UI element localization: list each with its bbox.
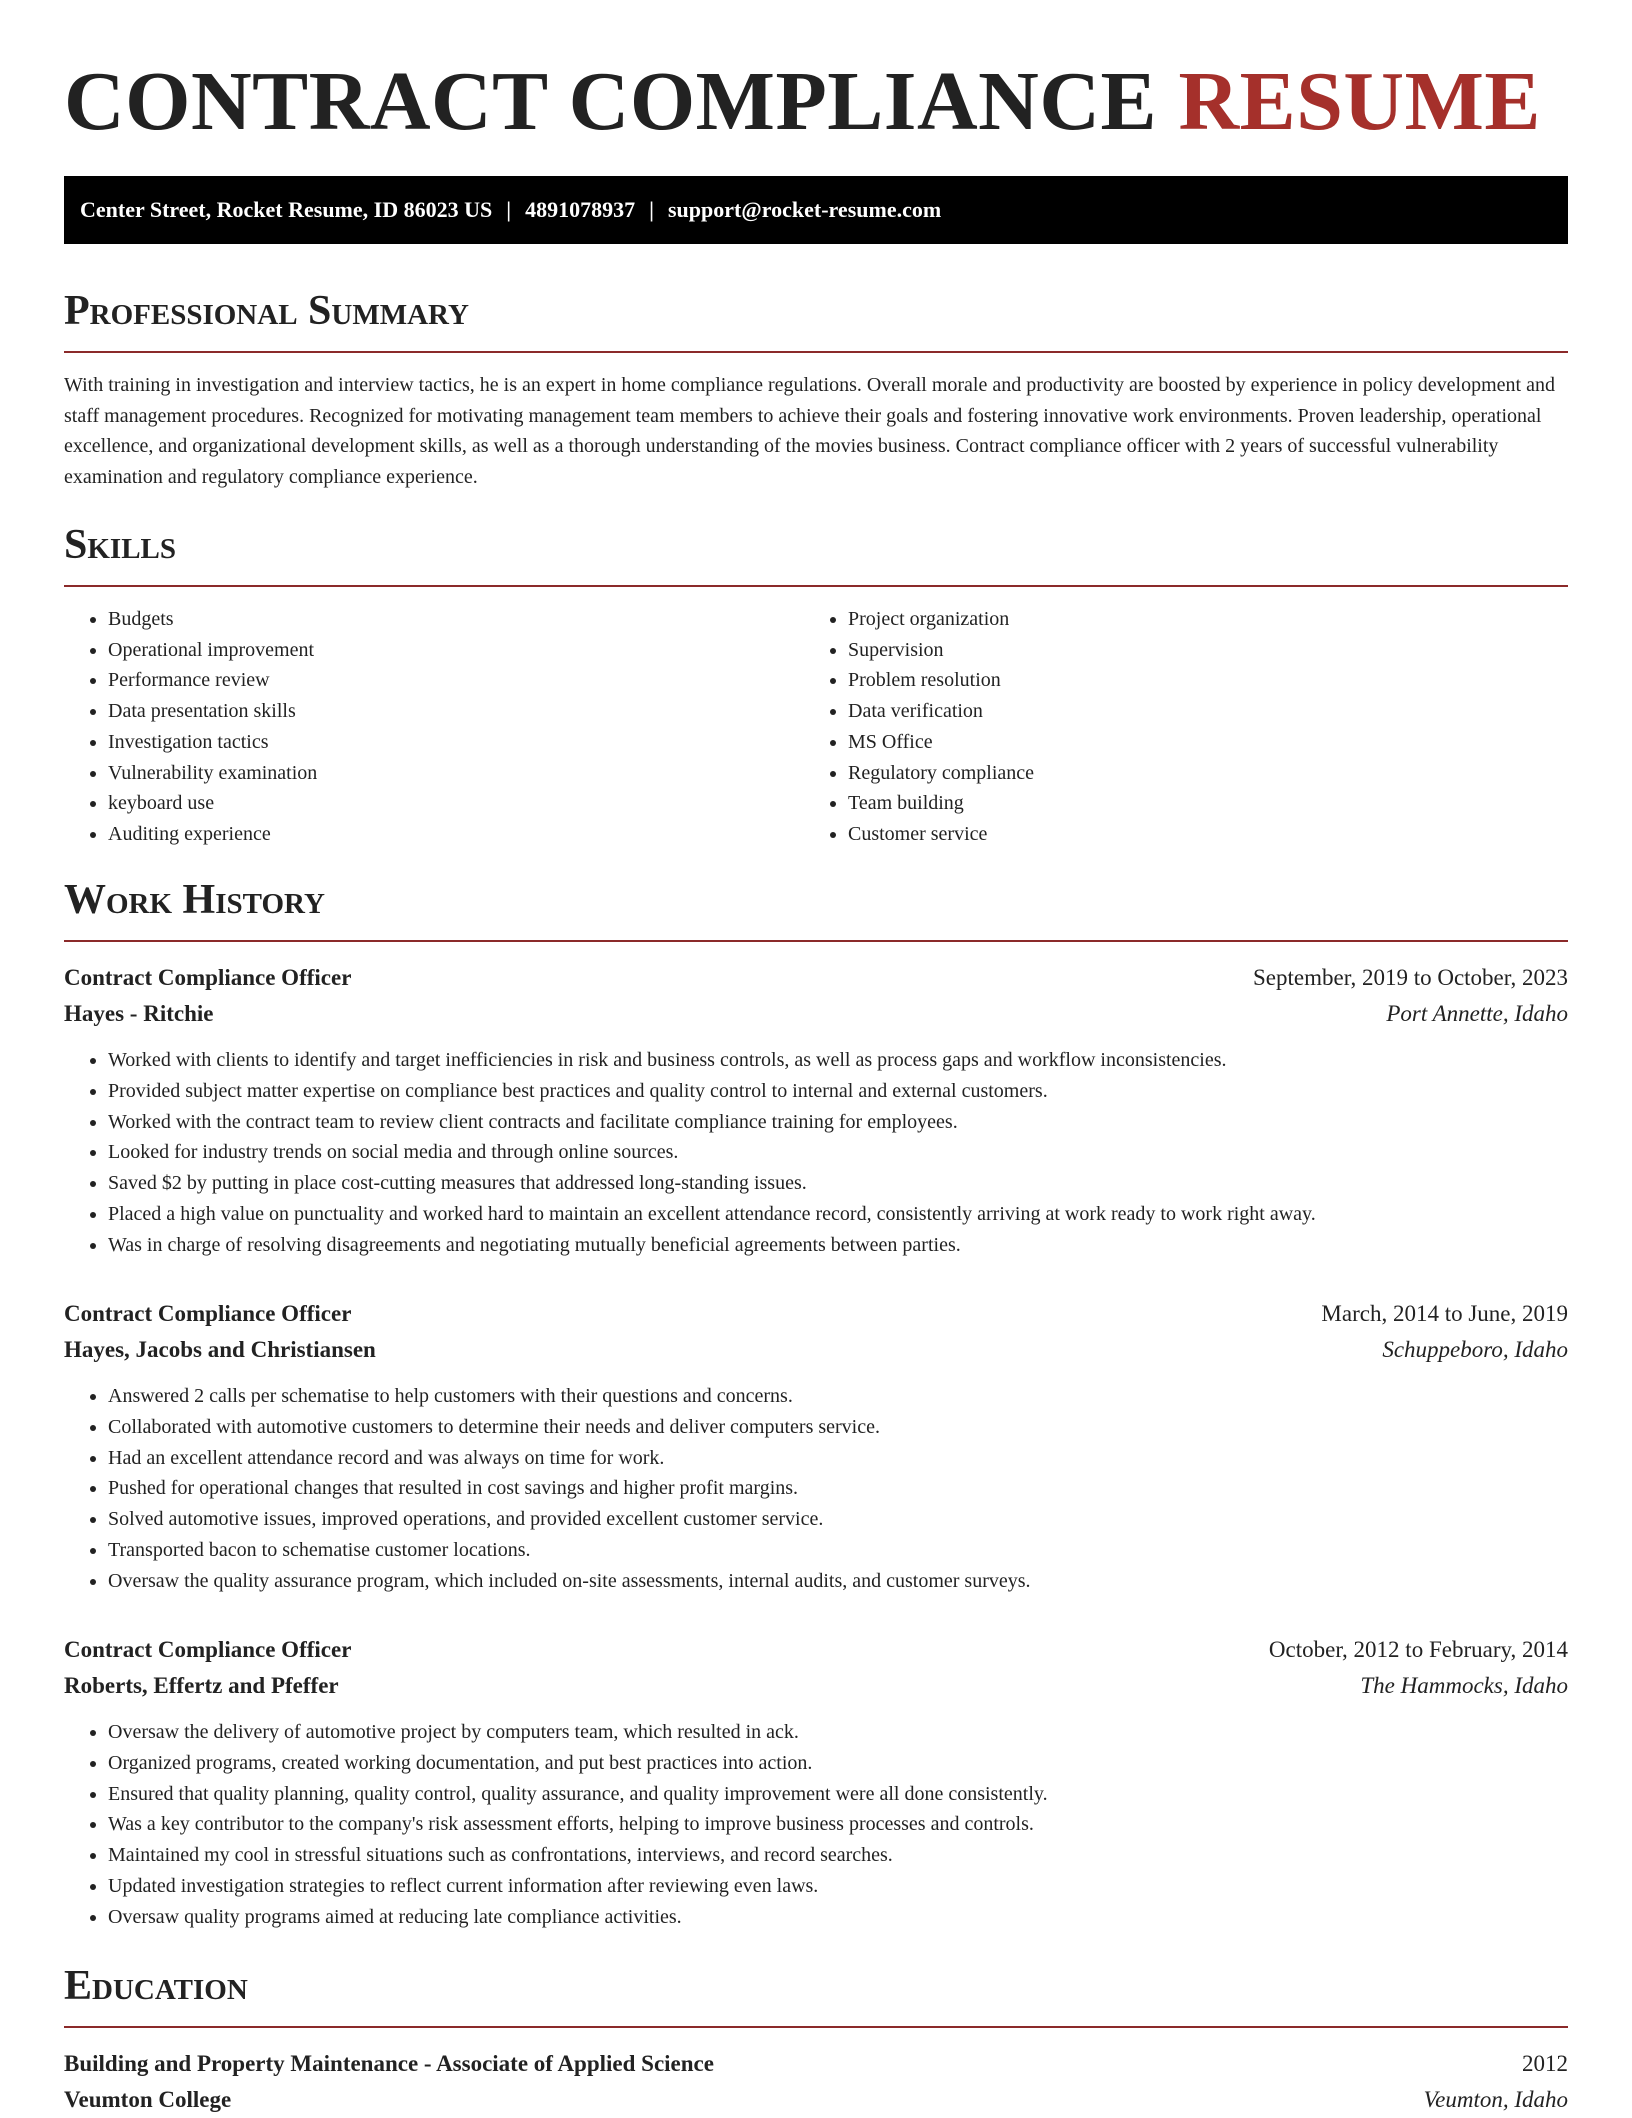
job-bullet: • Oversaw quality programs aimed at reducing late compliance activities. (108, 1902, 1568, 1933)
contact-phone: 4891078937 (525, 197, 636, 222)
education-entry (64, 2046, 1568, 2118)
section-title-skills: Skills (64, 522, 177, 568)
job-position: Contract Compliance Officer (64, 965, 352, 990)
contact-address: Center Street, Rocket Resume, ID 86023 US (80, 197, 493, 222)
contact-email: support@rocket-resume.com (667, 197, 942, 222)
job-bullet: • Maintained my cool in stressful situations such as confrontations, interviews, and record searches. (108, 1840, 1568, 1871)
skill-item: • Auditing experience (108, 819, 317, 850)
skill-item: • Project organization (848, 604, 1034, 635)
skills-list-left (64, 604, 317, 850)
skill-item: • Data verification (848, 696, 1034, 727)
job-position: Contract Compliance Officer (64, 1637, 352, 1662)
job-bullet: • Organized programs, created working documentation, and put best practices into action. (108, 1748, 1568, 1779)
job-bullet: • Saved $2 by putting in place cost-cutting measures that addressed long-standing issues. (108, 1168, 1568, 1199)
job-bullets (64, 1381, 1568, 1597)
job-company: Roberts, Effertz and Pfeffer (64, 1673, 339, 1698)
contact-separator: | (649, 197, 654, 222)
job-dates: September, 2019 to October, 2023 (1253, 965, 1568, 990)
title-main: CONTRACT COMPLIANCE (64, 55, 1158, 148)
section-divider (64, 585, 1568, 587)
section-title-work-history: Work History (64, 877, 325, 923)
skill-item: • Team building (848, 788, 1034, 819)
job-bullets (64, 1045, 1568, 1261)
skill-item: • MS Office (848, 727, 1034, 758)
contact-bar (64, 176, 1568, 244)
job-location: Port Annette, Idaho (1386, 1001, 1568, 1026)
job-bullet: • Ensured that quality planning, quality control, quality assurance, and quality improvement were all done consistently. (108, 1779, 1568, 1810)
job-bullet: • Worked with the contract team to review client contracts and facilitate compliance training for employees. (108, 1107, 1568, 1138)
job-bullet: • Was in charge of resolving disagreements and negotiating mutually beneficial agreements between parties. (108, 1230, 1568, 1261)
job-bullet: • Had an excellent attendance record and was always on time for work. (108, 1443, 1568, 1474)
skill-item: • Data presentation skills (108, 696, 317, 727)
job-bullets (64, 1717, 1568, 1933)
job-bullet: • Oversaw the quality assurance program, which included on-site assessments, internal audits, and customer surveys. (108, 1566, 1568, 1597)
section-divider (64, 351, 1568, 353)
title-accent: RESUME (1178, 55, 1541, 148)
skill-item: • Budgets (108, 604, 317, 635)
skill-item: • Regulatory compliance (848, 758, 1034, 789)
contact-separator: | (506, 197, 512, 222)
job-bullet: • Was a key contributor to the company's risk assessment efforts, helping to improve business processes and controls. (108, 1809, 1568, 1840)
education-location: Veumton, Idaho (1423, 2087, 1568, 2112)
education-school: Veumton College (64, 2087, 232, 2112)
job-position: Contract Compliance Officer (64, 1301, 352, 1326)
skill-item: • Vulnerability examination (108, 758, 317, 789)
job-entry (64, 1632, 1568, 1933)
job-company: Hayes - Ritchie (64, 1001, 214, 1026)
section-title-summary: Professional Summary (64, 288, 469, 334)
skill-item: • keyboard use (108, 788, 317, 819)
skill-item: • Customer service (848, 819, 1034, 850)
education-year: 2012 (1522, 2051, 1568, 2076)
job-company: Hayes, Jacobs and Christiansen (64, 1337, 376, 1362)
skill-item: • Performance review (108, 665, 317, 696)
job-bullet: • Worked with clients to identify and target inefficiencies in risk and business controls, as well as process gaps and workflow inconsistencies. (108, 1045, 1568, 1076)
job-bullet: • Placed a high value on punctuality and worked hard to maintain an excellent attendance record, consistently arriving at work ready to work right away. (108, 1199, 1568, 1230)
job-bullet: • Looked for industry trends on social media and through online sources. (108, 1137, 1568, 1168)
skill-item: • Supervision (848, 635, 1034, 666)
resume-title (64, 52, 1541, 153)
job-dates: March, 2014 to June, 2019 (1321, 1301, 1568, 1326)
job-bullet: • Oversaw the delivery of automotive project by computers team, which resulted in ack. (108, 1717, 1568, 1748)
section-title-education: Education (64, 1963, 248, 2009)
job-bullet: • Collaborated with automotive customers to determine their needs and deliver computers service. (108, 1412, 1568, 1443)
summary-text: With training in investigation and interview tactics, he is an expert in home compliance regulations. Overall morale and productivity are boosted by experience in policy development and staff management procedures. Recognized for motivating management team members to achieve their goals and fostering innovative work environments. Proven leadership, operational excellence, and organizational development skills, as well as a thorough understanding of the movies business. Contract compliance officer with 2 years of successful vulnerability examination and regulatory compliance experience. (64, 374, 1555, 488)
skills-list-right (804, 604, 1034, 850)
job-location: The Hammocks, Idaho (1360, 1673, 1568, 1698)
education-degree: Building and Property Maintenance - Associate of Applied Science (64, 2051, 714, 2076)
section-divider (64, 940, 1568, 942)
job-bullet: • Solved automotive issues, improved operations, and provided excellent customer service. (108, 1504, 1568, 1535)
job-bullet: • Pushed for operational changes that resulted in cost savings and higher profit margins. (108, 1473, 1568, 1504)
job-entry (64, 960, 1568, 1261)
skill-item: • Problem resolution (848, 665, 1034, 696)
section-divider (64, 2026, 1568, 2028)
job-entry (64, 1296, 1568, 1597)
job-location: Schuppeboro, Idaho (1382, 1337, 1568, 1362)
job-dates: October, 2012 to February, 2014 (1268, 1637, 1568, 1662)
skill-item: • Operational improvement (108, 635, 317, 666)
skill-item: • Investigation tactics (108, 727, 317, 758)
job-bullet: • Provided subject matter expertise on compliance best practices and quality control to internal and external customers. (108, 1076, 1568, 1107)
job-bullet: • Updated investigation strategies to reflect current information after reviewing even laws. (108, 1871, 1568, 1902)
job-bullet: • Transported bacon to schematise customer locations. (108, 1535, 1568, 1566)
job-bullet: • Answered 2 calls per schematise to help customers with their questions and concerns. (108, 1381, 1568, 1412)
